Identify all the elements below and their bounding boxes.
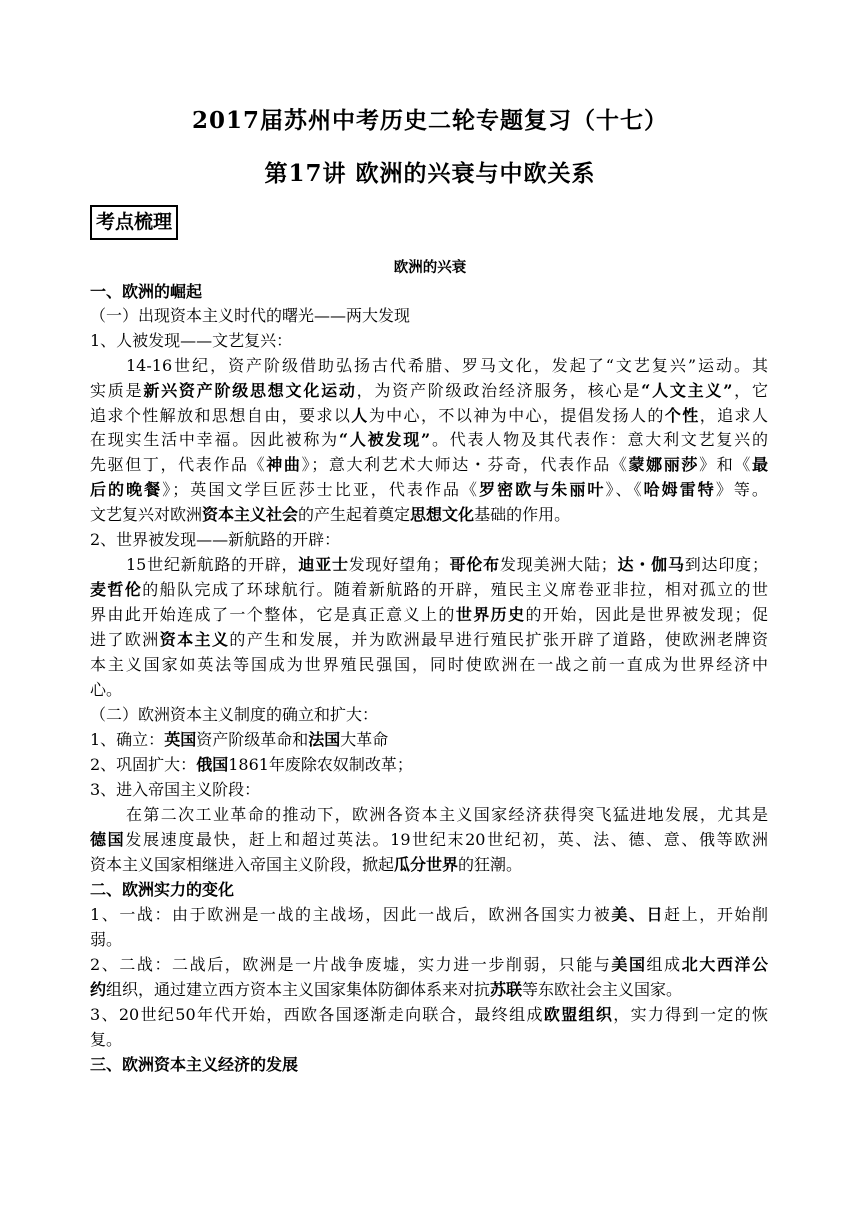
text-run: 》等。 <box>715 480 768 499</box>
emphasized-text: 美国 <box>611 955 647 974</box>
text-run: 复。 <box>90 1030 123 1049</box>
emphasized-text: 苏联 <box>490 980 523 999</box>
text-run: 在第二次工业革命的推动下，欧洲各资本主义国家经济获得突飞猛进地发展，尤其是 <box>126 805 768 824</box>
text-run: 大革命 <box>340 730 389 749</box>
emphasized-text: “人被发现” <box>338 430 431 449</box>
text-line <box>90 1004 768 1026</box>
text-line <box>90 779 260 801</box>
text-run: （一）出现资本主义时代的曙光——两大发现 <box>90 306 411 325</box>
text-line <box>90 330 292 352</box>
text-run: 的船队完成了环球航行。随着新航路的开辟，殖民主义席卷亚非拉，相对孤立的世 <box>142 580 768 599</box>
text-run: 》；意大利艺术大师达・芬奇，代表作品《 <box>301 455 629 474</box>
text-line <box>90 629 768 651</box>
text-run: 本主义国家如英法等国成为世界殖民强国，同时使欧洲在一战之前一直成为世界经济中 <box>90 655 768 674</box>
text-run: 2、二战：二战后，欧洲是一片战争废墟，实力进一步削弱，只能与 <box>90 955 612 974</box>
emphasized-text: 瓜分世界 <box>394 855 459 874</box>
emphasized-text: 法国 <box>308 730 341 749</box>
emphasized-text: 二、欧洲实力的变化 <box>90 880 235 899</box>
text-run: 界由此开始连成了一个整体，它是真正意义上的 <box>90 605 456 624</box>
emphasized-text: 欧盟组织 <box>543 1005 614 1024</box>
text-run: 等东欧社会主义国家。 <box>522 980 683 999</box>
text-run: 弱。 <box>90 930 123 949</box>
text-line <box>90 904 768 926</box>
text-run: 组成 <box>646 955 682 974</box>
text-line <box>90 405 768 427</box>
emphasized-text: 迪亚士 <box>298 555 349 574</box>
emphasized-text: 资本主义 <box>159 630 230 649</box>
emphasized-text: 哈姆雷特 <box>643 480 716 499</box>
text-run: 在现实生活中幸福。因此被称为 <box>90 430 339 449</box>
emphasized-text: 一、欧洲的崛起 <box>90 282 203 301</box>
text-run: 到达印度； <box>684 555 768 574</box>
text-line <box>126 554 768 576</box>
text-run: 心。 <box>90 680 123 699</box>
emphasized-text: 达・伽马 <box>616 555 685 574</box>
emphasized-text: 德国 <box>90 830 126 849</box>
text-line <box>90 579 768 601</box>
emphasized-text: 约 <box>90 980 107 999</box>
text-line <box>90 429 768 451</box>
emphasized-text: 神曲 <box>266 455 302 474</box>
text-run: 2、巩固扩大： <box>90 755 197 774</box>
text-run: 》和《 <box>699 455 752 474</box>
text-line <box>90 679 122 701</box>
emphasized-text: 新兴资产阶级思想文化运动 <box>143 381 357 400</box>
text-line <box>90 979 682 1001</box>
emphasized-text: 最 <box>751 455 768 474</box>
emphasized-text: 美、日 <box>611 905 665 924</box>
emphasized-text: 英国 <box>164 730 197 749</box>
text-line <box>90 729 388 751</box>
text-run: 实质是 <box>90 381 144 400</box>
emphasized-text: 资本主义社会 <box>202 505 299 524</box>
emphasized-text: 三、欧洲资本主义经济的发展 <box>90 1055 299 1074</box>
text-run: 资产阶级革命和 <box>196 730 309 749</box>
text-line <box>90 281 202 303</box>
text-run: 进了欧洲 <box>90 630 160 649</box>
text-line <box>126 355 768 377</box>
text-run: 3、20世纪50年代开始，西欧各国逐渐走向联合，最终组成 <box>90 1005 544 1024</box>
text-line <box>90 654 768 676</box>
text-line <box>90 529 340 551</box>
text-run: 1、确立： <box>90 730 165 749</box>
lecture-title: 第17讲 欧洲的兴衰与中欧关系 <box>264 160 596 187</box>
text-run: 为中心，不以神为中心，提倡发扬人的 <box>368 406 665 425</box>
text-run: 赶上，开始削 <box>664 905 768 924</box>
text-line <box>90 754 413 776</box>
text-run: 1、人被发现——文艺复兴： <box>90 331 293 350</box>
text-run: 2、世界被发现——新航路的开辟： <box>90 530 341 549</box>
emphasized-text: 世界历史 <box>455 605 526 624</box>
emphasized-text: 后的晚餐 <box>90 480 163 499</box>
text-line <box>90 829 768 851</box>
text-run: 3、进入帝国主义阶段： <box>90 780 261 799</box>
text-run: 的开始，因此是世界被发现；促 <box>525 605 768 624</box>
text-line <box>90 479 768 501</box>
emphasized-text: 罗密欧与朱丽叶 <box>479 480 606 499</box>
text-line <box>90 1054 298 1076</box>
text-run: ，它 <box>732 381 768 400</box>
text-run: 14-16世纪，资产阶级借助弘扬古代希腊、罗马文化，发起了“文艺复兴”运动。其 <box>126 356 768 375</box>
text-run: ，实力得到一定的恢 <box>613 1005 768 1024</box>
text-run: 发现好望角； <box>348 555 449 574</box>
text-run: 》、《 <box>605 480 644 499</box>
text-run: （二）欧洲资本主义制度的确立和扩大： <box>90 705 379 724</box>
text-line <box>90 954 768 976</box>
text-run: 组织，通过建立西方资本主义国家集体防御体系来对抗 <box>106 980 491 999</box>
text-run: 发展速度最快，赶上和超过英法。19世纪末20世纪初，英、法、德、意、俄等欧洲 <box>125 830 768 849</box>
emphasized-text: “人文主义” <box>641 381 733 400</box>
text-line <box>90 380 768 402</box>
text-line <box>90 504 570 526</box>
text-run: 的狂潮。 <box>458 855 523 874</box>
key-points-badge: 考点梳理 <box>90 205 178 240</box>
text-run: 资本主义国家相继进入帝国主义阶段，掀起 <box>90 855 395 874</box>
text-run: 追求个性解放和思想自由，要求以 <box>90 406 352 425</box>
text-line <box>90 1029 122 1051</box>
emphasized-text: 哥伦布 <box>448 555 500 574</box>
text-run: 。代表人物及其代表作：意大利文艺复兴的 <box>430 430 768 449</box>
emphasized-text: 俄国 <box>196 755 229 774</box>
text-line <box>90 454 768 476</box>
text-line <box>90 929 122 951</box>
text-line <box>90 704 378 726</box>
text-run: 1、一战：由于欧洲是一战的主战场，因此一战后，欧洲各国实力被 <box>90 905 612 924</box>
text-run: 先驱但丁，代表作品《 <box>90 455 267 474</box>
text-run: 的产生起着奠定 <box>298 505 411 524</box>
emphasized-text: 蒙娜丽莎 <box>628 455 700 474</box>
emphasized-text: 思想文化 <box>410 505 475 524</box>
document-title: 2017届苏州中考历史二轮专题复习（十七） <box>191 107 668 134</box>
text-run: ，为资产阶级政治经济服务，核心是 <box>356 381 642 400</box>
text-line <box>126 804 768 826</box>
text-run: 15世纪新航路的开辟， <box>126 555 299 574</box>
text-line <box>90 604 768 626</box>
text-run: 的产生和发展，并为欧洲最早进行殖民扩张开辟了道路，使欧洲老牌资 <box>229 630 768 649</box>
text-run: 文艺复兴对欧洲 <box>90 505 203 524</box>
text-line <box>90 854 522 876</box>
emphasized-text: 麦哲伦 <box>90 580 143 599</box>
emphasized-text: 个性 <box>664 406 700 425</box>
text-line <box>90 305 410 327</box>
text-run: 基础的作用。 <box>474 505 571 524</box>
section-heading: 欧洲的兴衰 <box>393 259 467 276</box>
emphasized-text: 人 <box>351 406 369 425</box>
text-run: ，追求人 <box>699 406 768 425</box>
text-run: 发现美洲大陆； <box>499 555 617 574</box>
emphasized-text: 北大西洋公 <box>681 955 768 974</box>
text-run: 》；英国文学巨匠莎士比亚，代表作品《 <box>162 480 480 499</box>
text-line <box>90 879 234 901</box>
text-run: 1861年废除农奴制改革； <box>228 755 413 774</box>
